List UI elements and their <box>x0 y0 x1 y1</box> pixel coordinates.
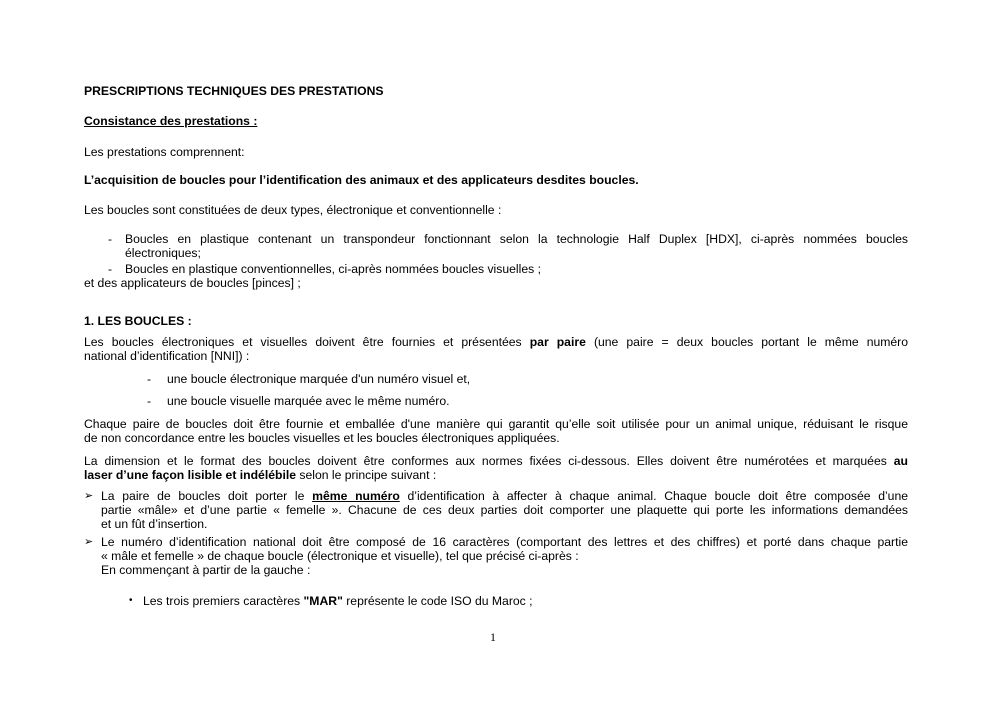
arrow-item-numero-line3: et un fût d’insertion. <box>101 517 208 531</box>
list-item-electronic-line2: électroniques; <box>125 246 201 260</box>
section-heading-consistance: Consistance des prestations : <box>84 114 258 128</box>
list-dash: - <box>147 394 152 408</box>
round-bullet-icon: • <box>129 595 133 606</box>
bullet-item-mar-text: Les trois premiers caractères <box>143 594 304 608</box>
list-item-visual: Boucles en plastique conventionnelles, ci-après nommées boucles visuelles ; <box>125 262 541 276</box>
applicateurs-line: et des applicateurs de boucles [pinces] ; <box>84 276 301 290</box>
section-heading-boucles: 1. LES BOUCLES : <box>84 314 192 328</box>
paragraph-dimension-text-2: selon le principe suivant : <box>296 468 437 482</box>
paragraph-emballage-line1: Chaque paire de boucles doit être fournie et emballée d'une manière qui garantit qu’elle soit utilisée pour un animal unique, réduisant le risque <box>84 417 908 431</box>
arrow-item-numero-bold: même numéro <box>312 489 400 503</box>
intro-paragraph: Les prestations comprennent: <box>84 145 245 159</box>
paragraph-paire-text-end: (une paire = deux boucles portant le même numéro <box>593 335 909 349</box>
bullet-item-mar-text-end: représente le code ISO du Maroc ; <box>342 594 533 608</box>
bullet-item-mar-bold: "MAR" <box>303 594 343 608</box>
page-number: 1 <box>490 630 496 644</box>
list-dash: - <box>108 232 113 246</box>
arrow-item-numero-text-end: d’identification à affecter à chaque animal. Chaque boucle doit être composée d’une <box>407 489 909 503</box>
paragraph-paire-bold: par paire <box>529 335 586 349</box>
document-title: PRESCRIPTIONS TECHNIQUES DES PRESTATIONS <box>84 84 384 98</box>
arrow-item-nni-line1: Le numéro d’identification national doit être composé de 16 caractères (comportant des lettres et des chiffres) et porté dans chaque partie <box>101 535 908 549</box>
acquisition-statement: L’acquisition de boucles pour l’identification des animaux et des applicateurs desdites boucles. <box>84 173 639 187</box>
paragraph-paire-line1 <box>84 335 908 349</box>
arrow-item-nni-line2: « mâle et femelle » de chaque boucle (électronique et visuelle), tel que précisé ci-après : <box>101 549 579 563</box>
paragraph-dimension-line1 <box>84 454 908 468</box>
list-item-electronic-line1: Boucles en plastique contenant un transpondeur fonctionnant selon la technologie Half Duplex [HDX], ci-après nommées boucles <box>125 232 908 246</box>
paragraph-dimension-text: La dimension et le format des boucles doivent être conformes aux normes fixées ci-dessous. Elles doivent être numérotées et marquées <box>84 454 887 468</box>
paragraph-dimension-line2 <box>84 468 436 482</box>
types-intro-paragraph: Les boucles sont constituées de deux types, électronique et conventionnelle : <box>84 203 502 217</box>
arrow-item-nni-line3: En commençant à partir de la gauche : <box>101 563 311 577</box>
list-dash: - <box>108 262 113 276</box>
paragraph-emballage-line2: de non concordance entre les boucles visuelles et les boucles électroniques appliquées. <box>84 431 560 445</box>
sub-item-visual: une boucle visuelle marquée avec le même numéro. <box>167 394 450 408</box>
arrow-bullet-icon: ➢ <box>84 490 94 502</box>
paragraph-dimension-bold: au <box>893 454 908 468</box>
arrow-item-numero-line1 <box>101 489 908 503</box>
paragraph-dimension-bold-2: laser d’une façon lisible et indélébile <box>84 468 296 482</box>
arrow-bullet-icon: ➢ <box>84 536 94 548</box>
sub-item-electronic: une boucle électronique marquée d'un numéro visuel et, <box>167 372 471 386</box>
paragraph-paire-text: Les boucles électroniques et visuelles doivent être fournies et présentées <box>84 335 522 349</box>
arrow-item-numero-text: La paire de boucles doit porter le <box>101 489 305 503</box>
paragraph-paire-line2: national d’identification [NNI]) : <box>84 349 250 363</box>
arrow-item-numero-line2: partie «mâle» et d’une partie « femelle ». Chacune de ces deux parties doit comporter une plaquette qui porte les informations demandées <box>101 503 908 517</box>
list-dash: - <box>147 372 152 386</box>
bullet-item-mar <box>143 594 533 608</box>
